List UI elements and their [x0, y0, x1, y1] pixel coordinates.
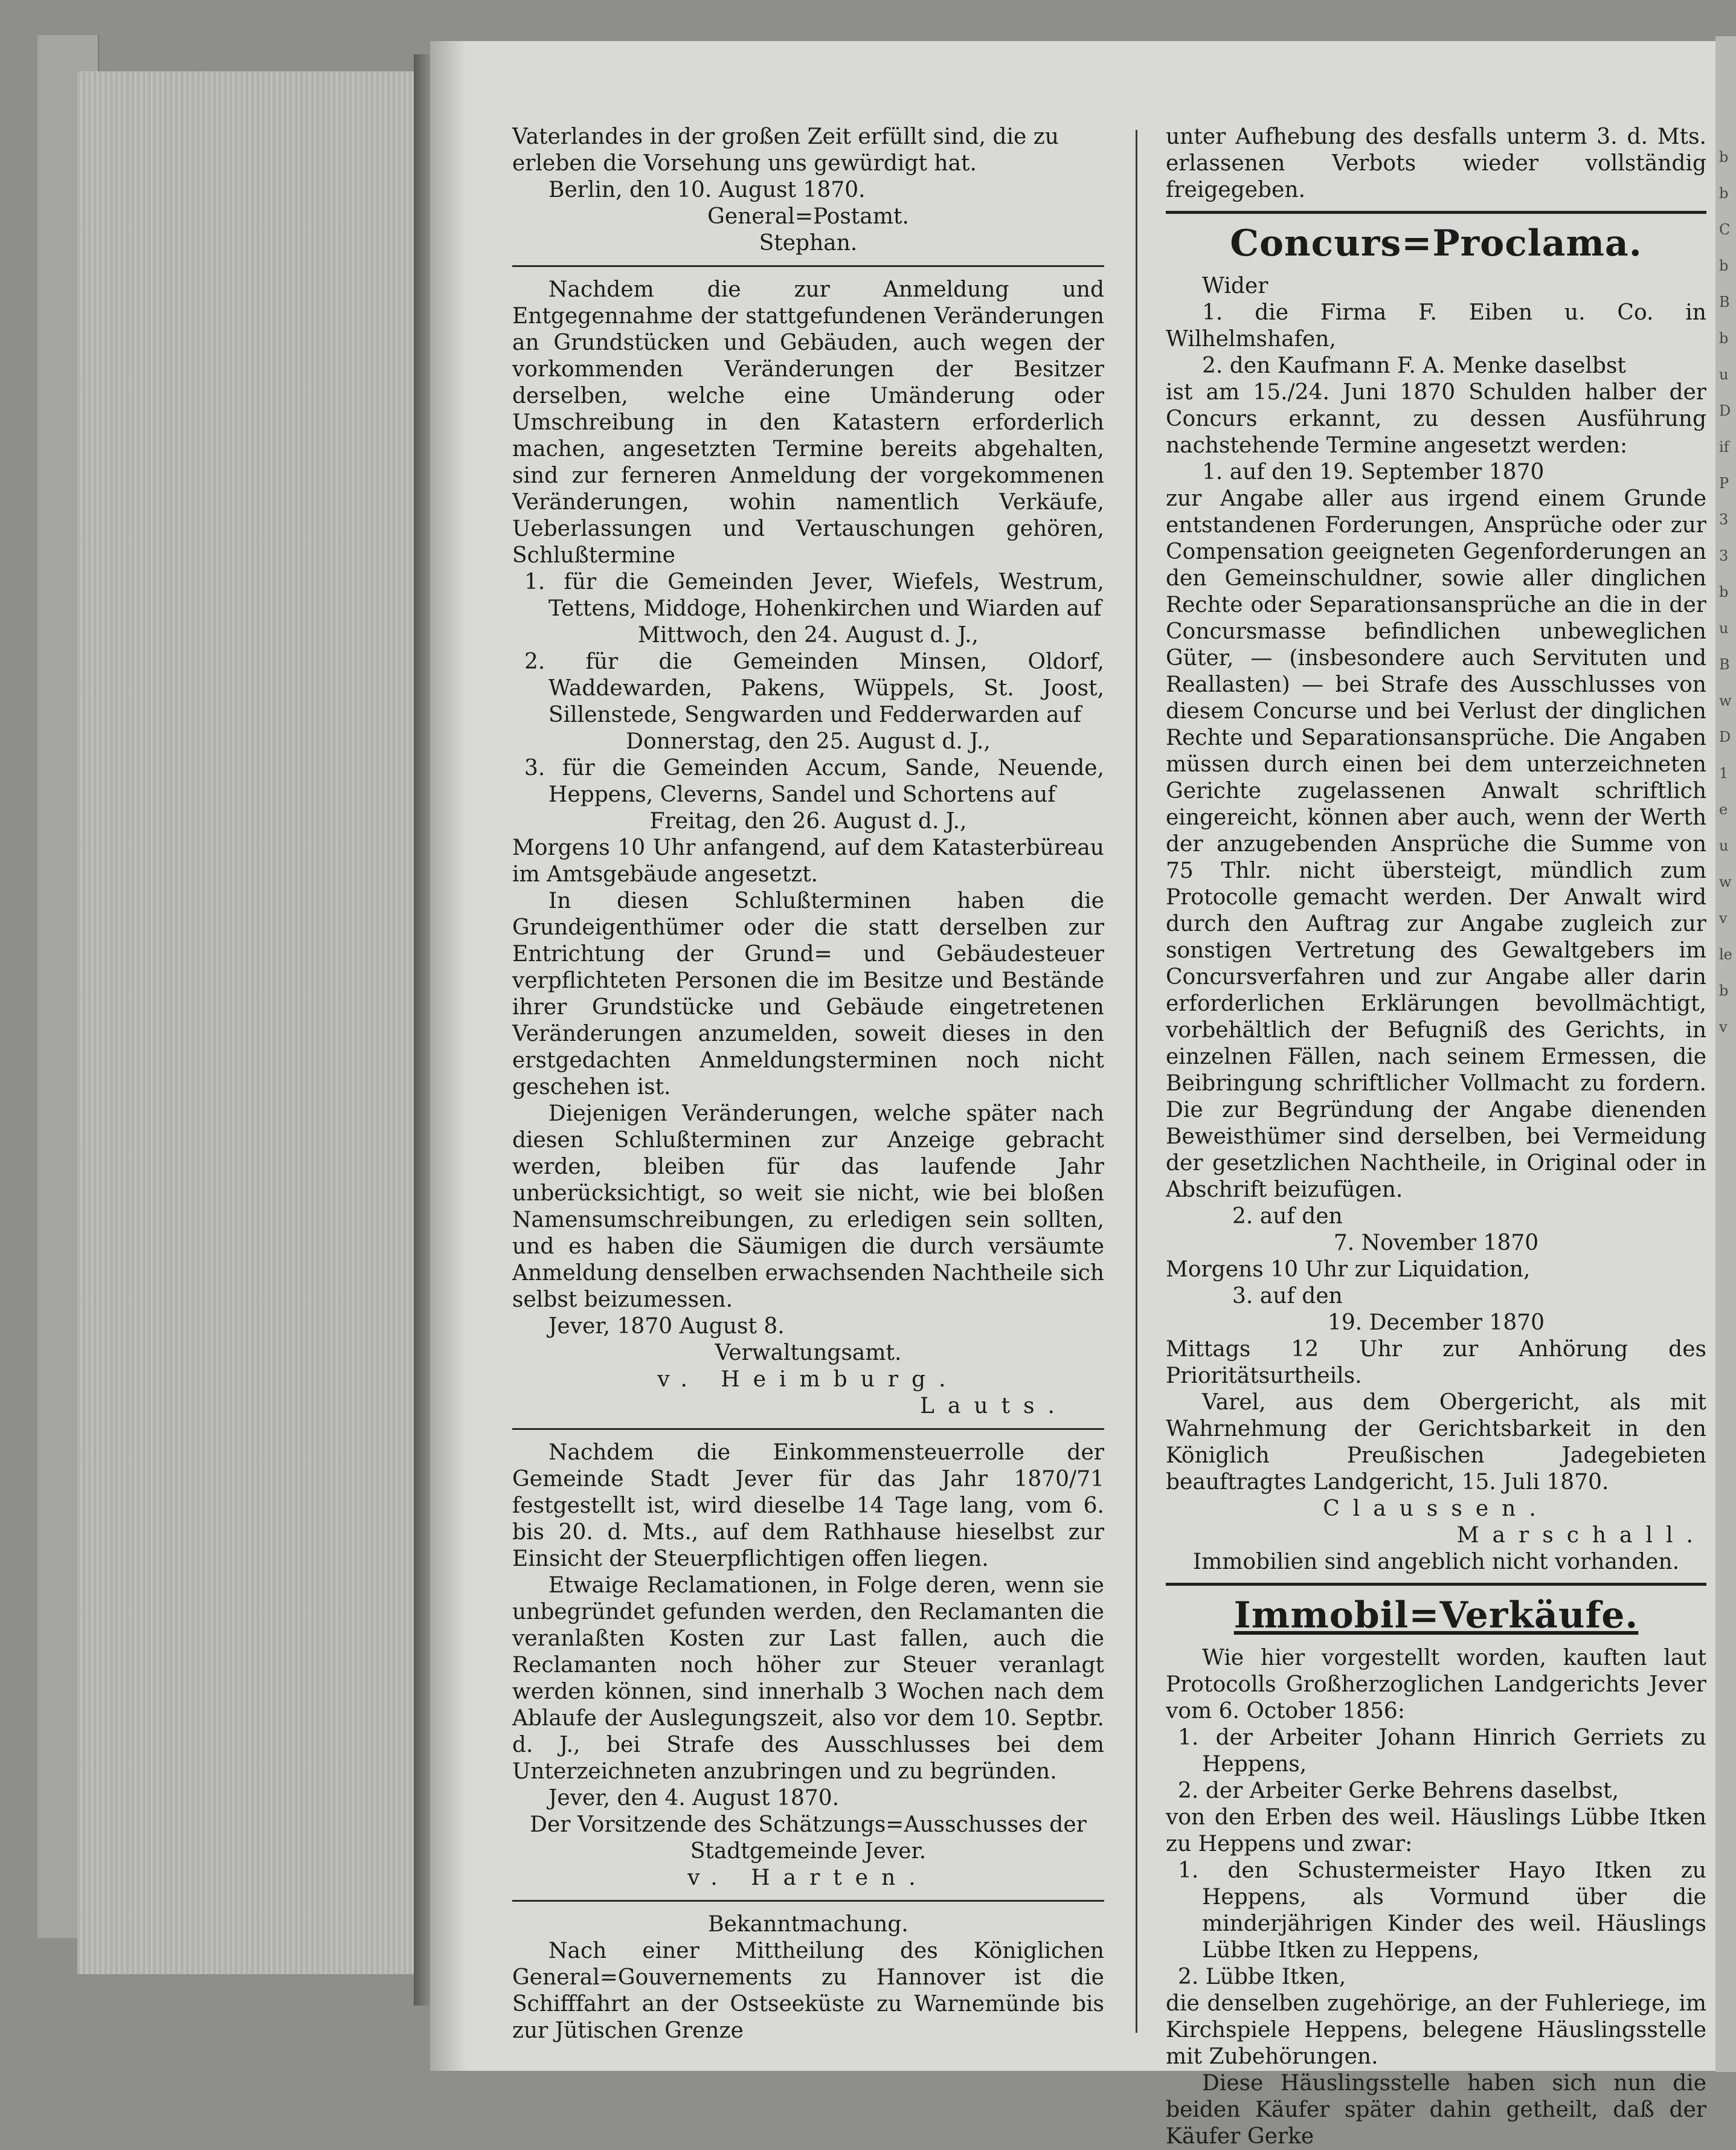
separator	[1166, 1583, 1706, 1586]
next-page-fragments	[1719, 139, 1736, 1045]
notice1-item-1: 1. für die Gemeinden Jever, Wiefels, Westrum, Tettens, Middoge, Hohenkirchen und Wiarden auf	[524, 570, 1104, 621]
notice1-paragraph3: Diejenigen Veränderungen, welche später nach diesen Schlußterminen zur Anzeige gebracht werden, bleiben für das laufende Jahr unberücksichtigt, so weit sie nicht, wie bei bloßen Namensumschreibungen, zu erledigen sein sollten, und es haben die Säumigen die durch versäumte Anmeldung denselben erwachsenden Nachtheile sich selbst beizumessen.	[512, 1101, 1104, 1312]
separator	[1166, 211, 1706, 214]
concurs-signature2: Marschall.	[1456, 1523, 1706, 1548]
edge-fragment: b	[1719, 584, 1729, 600]
notice2-paragraph2: Etwaige Reclamationen, in Folge deren, wenn sie unbegründet gefunden werden, den Reclamanten die veranlaßten Kosten zur Last fallen, auch die Reclamanten noch höher zur Steuer veranlagt werden können, sind innerhalb 3 Wochen nach dem Ablaufe der Auslegungszeit, also vor dem 10. Septbr. d. J., bei Strafe des Ausschlusses bei dem Unterzeichneten anzubringen und zu begründen.	[512, 1573, 1104, 1784]
concurs-term2-label: 2. auf den	[1232, 1204, 1343, 1229]
intro-line-1: Vaterlandes in der großen Zeit erfüllt sind, die zu	[512, 124, 1059, 149]
edge-fragment: le	[1719, 946, 1732, 963]
notice3-title: Bekanntmachung.	[708, 1912, 908, 1937]
notice2-paragraph1: Nachdem die Einkommensteuerrolle der Gemeinde Stadt Jever für das Jahr 1870/71 festgestellt ist, wird dieselbe 14 Tage lang, vom 6. bis 20. d. Mts., auf dem Rathhause hieselbst zur Einsicht der Steuerpflichtigen offen liegen.	[512, 1440, 1104, 1571]
concurs-term3-label: 3. auf den	[1232, 1284, 1343, 1308]
concurs-intro: ist am 15./24. Juni 1870 Schulden halber der Concurs erkannt, zu dessen Ausführung nachstehende Termine angesetzt werden:	[1166, 380, 1706, 458]
edge-fragment: B	[1719, 294, 1730, 311]
concurs-term1-text: zur Angabe aller aus irgend einem Grunde entstandenen Forderungen, Ansprüche oder zur Compensation geeigneten Gegenforderungen an den Gemeinschuldner, sowie aller dinglichen Rechte oder Separationsansprüche an die in der Concursmasse befindlichen unbeweglichen Güter, — (insbesondere auch Servituten und Reallasten) — bei Strafe des Ausschlusses von diesem Concurse und bei Verlust der dinglichen Rechte und Separationsansprüche. Die Angaben müssen durch einen bei dem unterzeichneten Gerichte zugelassenen Anwalt schriftlich eingereicht, können aber auch, wenn der Werth der anzugebenden Ansprüche die Summe von 75 Thlr. nicht übersteigt, mündlich zum Protocolle gemacht werden. Der Anwalt wird durch den Auftrag zur Angabe zugleich zur sonstigen Vertretung des Gewaltgebers im Concursverfahren und zur Angabe aller darin erforderlichen Erklärungen bevollmächtigt, vorbehältlich der Befugniß des Gerichts, in einzelnen Fällen, nach seinem Ermessen, die Beibringung schriftlicher Vollmacht zu fordern. Die zur Begründung der Angabe dienenden Beweisthümer sind derselben, bei Vermeidung der gesetzlichen Nachtheile, in Original oder in Abschrift beizufügen.	[1166, 486, 1706, 1202]
notice1-signature2: Lauts.	[920, 1394, 1068, 1418]
dateline: Berlin, den 10. August 1870.	[548, 178, 866, 202]
concurs-party-1: 1. die Firma F. Eiben u. Co. in Wilhelmshafen,	[1166, 300, 1706, 352]
immobil-seller-2: 2. Lübbe Itken,	[1178, 1965, 1346, 1989]
immobil-object: die denselben zugehörige, an der Fuhleriege, im Kirchspiele Heppens, belegene Häuslingsstelle mit Zubehörungen.	[1166, 1991, 1706, 2069]
separator	[512, 265, 1104, 267]
edge-fragment: b	[1719, 982, 1729, 999]
edge-fragment: b	[1719, 149, 1729, 166]
notice1-dateline: Jever, 1870 August 8.	[548, 1314, 785, 1339]
concurs-term3-text: Mittags 12 Uhr zur Anhörung des Prioritätsurtheils.	[1166, 1337, 1706, 1388]
edge-fragment: 1	[1719, 765, 1729, 782]
edge-fragment: b	[1719, 185, 1729, 202]
notice3-paragraph: Nach einer Mittheilung des Königlichen General=Gouvernements zu Hannover ist die Schifffahrt an der Ostseeküste zu Warnemünde bis zur Jütischen Grenze	[512, 1939, 1104, 2043]
edge-fragment: v	[1719, 910, 1728, 927]
signature: Stephan.	[759, 231, 858, 256]
edge-fragment: u	[1719, 620, 1729, 637]
intro-line-2: erleben die Vorsehung uns gewürdigt hat.	[512, 151, 977, 176]
edge-fragment: e	[1719, 801, 1728, 818]
edge-fragment: B	[1719, 656, 1730, 673]
notice2-office: Der Vorsitzende des Schätzungs=Ausschusses der Stadtgemeinde Jever.	[530, 1812, 1087, 1864]
notice2-dateline: Jever, den 4. August 1870.	[548, 1786, 840, 1810]
concurs-party-2: 2. den Kaufmann F. A. Menke daselbst	[1202, 353, 1626, 378]
edge-fragment: 3	[1719, 511, 1729, 528]
edge-fragment: b	[1719, 330, 1729, 347]
edge-fragment: u	[1719, 837, 1729, 854]
office: General=Postamt.	[707, 204, 909, 229]
notice1-item-2: 2. für die Gemeinden Minsen, Oldorf, Waddewarden, Pakens, Wüppels, St. Joost, Sillenstede, Sengwarden und Fedderwarden auf	[524, 649, 1104, 727]
continuation-text: unter Aufhebung des desfalls unterm 3. d. Mts. erlassenen Verbots wieder vollständig freigegeben.	[1166, 124, 1706, 202]
notice1-paragraph2: In diesen Schlußterminen haben die Grundeigenthümer oder die statt derselben zur Entrichtung der Grund= und Gebäudesteuer verpflichteten Personen die im Besitze und Bestände ihrer Grundstücke und Gebäude eingetretenen Veränderungen anzumelden, soweit dieses in den erstgedachten Anmeldungsterminen noch nicht geschehen ist.	[512, 889, 1104, 1099]
concurs-signature1: Claussen.	[1323, 1496, 1549, 1521]
notice1-signature1: v. Heimburg.	[657, 1367, 959, 1392]
separator	[512, 1900, 1104, 1902]
notice1-item-3: 3. für die Gemeinden Accum, Sande, Neuende, Heppens, Cleverns, Sandel und Schortens auf	[524, 756, 1104, 807]
immobil-seller-1: 1. den Schustermeister Hayo Itken zu Heppens, als Vormund über die minderjährigen Kinder des weil. Häuslings Lübbe Itken zu Heppens,	[1178, 1858, 1706, 1963]
edge-fragment: C	[1719, 221, 1731, 238]
left-column	[512, 124, 1104, 2044]
edge-fragment: 3	[1719, 547, 1729, 564]
immobil-buyer-1: 1. der Arbeiter Johann Hinrich Gerriets zu Heppens,	[1178, 1725, 1706, 1777]
edge-fragment: w	[1719, 692, 1732, 709]
right-column	[1166, 124, 1706, 2150]
separator	[512, 1428, 1104, 1430]
spine-shadow	[414, 54, 432, 2006]
notice1-item-3-date: Freitag, den 26. August d. J.,	[649, 809, 967, 834]
page-block-edge	[77, 71, 417, 1974]
immobil-buyer-2: 2. der Arbeiter Gerke Behrens daselbst,	[1178, 1778, 1619, 1803]
concurs-wider: Wider	[1202, 274, 1268, 298]
concurs-closing: Varel, aus dem Obergericht, als mit Wahrnehmung der Gerichtsbarkeit in den Königlich Preußischen Jadegebieten beauftragtes Landgericht, 15. Juli 1870.	[1166, 1390, 1706, 1495]
concurs-term2-date: 7. November 1870	[1333, 1231, 1539, 1255]
concurs-note: Immobilien sind angeblich nicht vorhanden.	[1192, 1550, 1680, 1574]
immobil-sellers-intro: von den Erben des weil. Häuslings Lübbe Itken zu Heppens und zwar:	[1166, 1805, 1706, 1856]
notice1-item-1-date: Mittwoch, den 24. August d. J.,	[638, 623, 979, 648]
edge-fragment: b	[1719, 257, 1729, 274]
concurs-term2-text: Morgens 10 Uhr zur Liquidation,	[1166, 1257, 1531, 1282]
edge-fragment: P	[1719, 475, 1729, 492]
notice1-item-2-date: Donnerstag, den 25. August d. J.,	[626, 729, 991, 754]
edge-fragment: D	[1719, 729, 1731, 745]
column-divider	[1136, 130, 1137, 2033]
concurs-heading: Concurs=Proclama.	[1230, 222, 1642, 265]
immobil-final: Diese Häuslingsstelle haben sich nun die beiden Käufer später dahin getheilt, daß der Käufer Gerke	[1166, 2071, 1706, 2149]
notice1-office: Verwaltungsamt.	[715, 1341, 902, 1365]
notice1-after-items: Morgens 10 Uhr anfangend, auf dem Katasterbüreau im Amtsgebäude angesetzt.	[512, 835, 1104, 887]
edge-fragment: u	[1719, 366, 1729, 383]
edge-fragment: w	[1719, 874, 1732, 890]
edge-fragment: v	[1719, 1019, 1728, 1035]
edge-fragment: if	[1719, 439, 1729, 455]
concurs-term1: 1. auf den 19. September 1870	[1202, 460, 1545, 484]
edge-fragment: D	[1719, 402, 1731, 419]
notice2-signature: v. Harten.	[687, 1865, 929, 1890]
immobil-heading: Immobil=Verkäufe.	[1233, 1594, 1639, 1637]
concurs-term3-date: 19. December 1870	[1327, 1310, 1545, 1335]
immobil-intro: Wie hier vorgestellt worden, kauften laut Protocolls Großherzoglichen Landgerichts Jever vom 6. October 1856:	[1166, 1646, 1706, 1724]
notice1-paragraph: Nachdem die zur Anmeldung und Entgegennahme der stattgefundenen Veränderungen an Grundstücken und Gebäuden, auch wegen der vorkommenden Veränderungen der Besitzer derselben, welche eine Umänderung oder Umschreibung in den Katastern erforderlich machen, angesetzten Termine bereits abgehalten, sind zur ferneren Anmeldung der vorgekommenen Veränderungen, wohin namentlich Verkäufe, Ueberlassungen und Vertauschungen gehören, Schlußtermine	[512, 277, 1104, 568]
page-gutter-shadow	[430, 41, 466, 2071]
